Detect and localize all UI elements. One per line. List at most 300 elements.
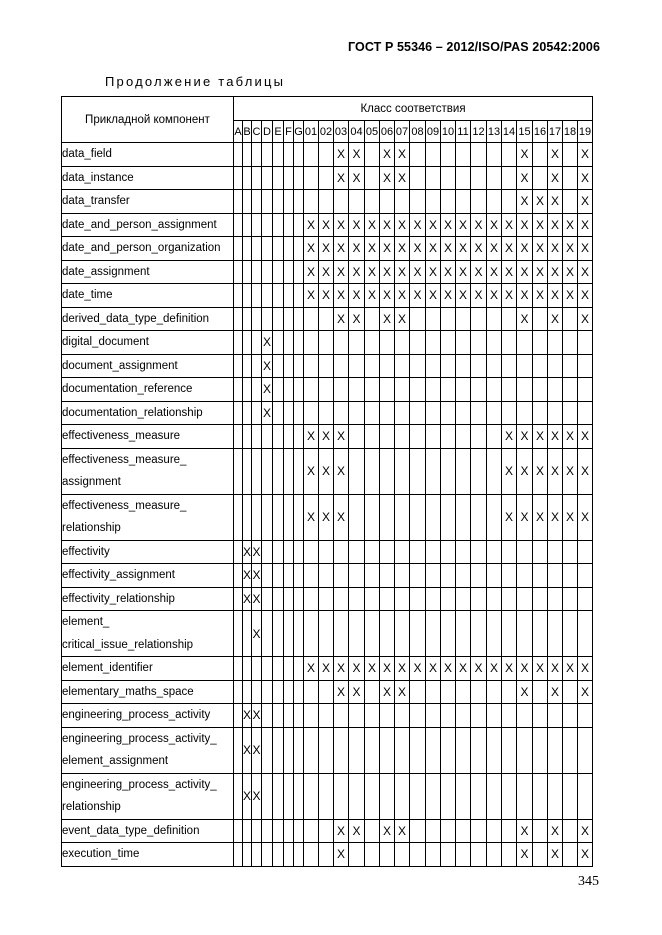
class-mark-F bbox=[284, 143, 294, 167]
class-mark-12 bbox=[471, 354, 487, 378]
class-mark-B bbox=[243, 143, 252, 167]
class-mark-14 bbox=[502, 611, 517, 657]
class-mark-04: X bbox=[349, 237, 365, 261]
class-mark-18: X bbox=[563, 657, 578, 681]
class-mark-D bbox=[262, 564, 273, 588]
class-mark-07 bbox=[395, 611, 410, 657]
class-mark-B bbox=[243, 448, 252, 494]
class-mark-E bbox=[273, 727, 284, 773]
class-mark-17: X bbox=[548, 260, 563, 284]
class-mark-03 bbox=[334, 354, 349, 378]
class-mark-11 bbox=[456, 704, 471, 728]
class-mark-G bbox=[294, 819, 304, 843]
class-mark-01 bbox=[304, 166, 319, 190]
class-mark-01 bbox=[304, 611, 319, 657]
class-mark-07 bbox=[395, 727, 410, 773]
class-mark-06 bbox=[380, 564, 395, 588]
class-mark-01: X bbox=[304, 213, 319, 237]
class-mark-07: X bbox=[395, 213, 410, 237]
class-mark-02 bbox=[319, 307, 334, 331]
component-name: data_transfer bbox=[62, 190, 234, 214]
class-mark-11: X bbox=[456, 657, 471, 681]
class-code-19: 19 bbox=[578, 121, 593, 143]
class-mark-01 bbox=[304, 819, 319, 843]
class-mark-19: X bbox=[578, 260, 593, 284]
class-mark-06 bbox=[380, 494, 395, 540]
class-mark-A bbox=[234, 540, 243, 564]
class-mark-09 bbox=[426, 307, 441, 331]
class-mark-16: X bbox=[533, 237, 548, 261]
class-mark-10: X bbox=[441, 284, 456, 308]
class-mark-05 bbox=[365, 611, 380, 657]
class-mark-09: X bbox=[426, 213, 441, 237]
class-mark-07 bbox=[395, 401, 410, 425]
class-mark-05 bbox=[365, 773, 380, 819]
class-mark-15: X bbox=[517, 166, 533, 190]
class-mark-11 bbox=[456, 378, 471, 402]
class-mark-08 bbox=[410, 564, 426, 588]
class-mark-02: X bbox=[319, 237, 334, 261]
class-mark-03 bbox=[334, 611, 349, 657]
class-mark-17 bbox=[548, 727, 563, 773]
class-mark-12 bbox=[471, 494, 487, 540]
class-mark-11 bbox=[456, 401, 471, 425]
class-mark-14: X bbox=[502, 213, 517, 237]
table-row bbox=[62, 401, 593, 425]
class-mark-15: X bbox=[517, 143, 533, 167]
class-mark-18 bbox=[563, 680, 578, 704]
class-mark-B bbox=[243, 657, 252, 681]
component-name: execution_time bbox=[62, 843, 234, 867]
class-mark-15: X bbox=[517, 425, 533, 449]
class-mark-D bbox=[262, 494, 273, 540]
class-mark-07: X bbox=[395, 166, 410, 190]
class-mark-08 bbox=[410, 819, 426, 843]
class-mark-A bbox=[234, 448, 243, 494]
class-mark-04: X bbox=[349, 819, 365, 843]
class-mark-D bbox=[262, 284, 273, 308]
class-mark-03 bbox=[334, 587, 349, 611]
class-mark-04 bbox=[349, 331, 365, 355]
class-mark-09 bbox=[426, 448, 441, 494]
class-mark-01 bbox=[304, 727, 319, 773]
class-mark-19 bbox=[578, 540, 593, 564]
class-mark-03 bbox=[334, 564, 349, 588]
class-mark-02 bbox=[319, 819, 334, 843]
class-mark-09 bbox=[426, 564, 441, 588]
class-mark-F bbox=[284, 727, 294, 773]
class-mark-03 bbox=[334, 378, 349, 402]
class-mark-16 bbox=[533, 401, 548, 425]
class-mark-09 bbox=[426, 143, 441, 167]
class-mark-E bbox=[273, 587, 284, 611]
class-mark-B: X bbox=[243, 564, 252, 588]
class-mark-03: X bbox=[334, 680, 349, 704]
class-mark-E bbox=[273, 773, 284, 819]
class-mark-13 bbox=[487, 378, 502, 402]
class-mark-01 bbox=[304, 564, 319, 588]
class-mark-07 bbox=[395, 843, 410, 867]
class-mark-G bbox=[294, 564, 304, 588]
class-mark-11 bbox=[456, 727, 471, 773]
class-mark-03 bbox=[334, 401, 349, 425]
class-mark-18: X bbox=[563, 213, 578, 237]
class-mark-16 bbox=[533, 564, 548, 588]
class-mark-10 bbox=[441, 166, 456, 190]
class-mark-B: X bbox=[243, 727, 252, 773]
component-name: element_identifier bbox=[62, 657, 234, 681]
class-mark-05 bbox=[365, 448, 380, 494]
class-mark-11 bbox=[456, 494, 471, 540]
class-mark-F bbox=[284, 657, 294, 681]
class-mark-G bbox=[294, 657, 304, 681]
class-mark-16 bbox=[533, 540, 548, 564]
class-mark-14: X bbox=[502, 284, 517, 308]
class-mark-C bbox=[252, 354, 262, 378]
class-mark-06: X bbox=[380, 819, 395, 843]
component-name: event_data_type_definition bbox=[62, 819, 234, 843]
class-code-14: 14 bbox=[502, 121, 517, 143]
table-row bbox=[62, 611, 593, 657]
class-mark-01 bbox=[304, 307, 319, 331]
class-mark-04: X bbox=[349, 166, 365, 190]
class-mark-03: X bbox=[334, 307, 349, 331]
class-mark-07 bbox=[395, 494, 410, 540]
class-mark-06: X bbox=[380, 213, 395, 237]
class-mark-10 bbox=[441, 425, 456, 449]
component-name bbox=[62, 448, 234, 494]
class-mark-04 bbox=[349, 727, 365, 773]
class-mark-14 bbox=[502, 587, 517, 611]
class-mark-06 bbox=[380, 401, 395, 425]
class-mark-B bbox=[243, 378, 252, 402]
class-mark-16 bbox=[533, 680, 548, 704]
class-mark-03: X bbox=[334, 143, 349, 167]
class-mark-10 bbox=[441, 727, 456, 773]
class-mark-B bbox=[243, 260, 252, 284]
class-mark-19 bbox=[578, 354, 593, 378]
class-mark-17: X bbox=[548, 680, 563, 704]
class-code-08: 08 bbox=[410, 121, 426, 143]
class-mark-06: X bbox=[380, 657, 395, 681]
class-mark-E bbox=[273, 213, 284, 237]
class-mark-D bbox=[262, 307, 273, 331]
class-mark-10 bbox=[441, 587, 456, 611]
class-mark-G bbox=[294, 494, 304, 540]
component-column-header: Прикладной компонент bbox=[62, 97, 234, 143]
table-row bbox=[62, 425, 593, 449]
class-mark-02 bbox=[319, 704, 334, 728]
class-mark-F bbox=[284, 773, 294, 819]
class-mark-17: X bbox=[548, 213, 563, 237]
class-mark-G bbox=[294, 611, 304, 657]
conformance-class-header: Класс соответствия bbox=[234, 97, 593, 121]
class-mark-17: X bbox=[548, 190, 563, 214]
class-mark-B bbox=[243, 425, 252, 449]
class-mark-11 bbox=[456, 331, 471, 355]
class-mark-09 bbox=[426, 166, 441, 190]
class-code-02: 02 bbox=[319, 121, 334, 143]
class-mark-G bbox=[294, 378, 304, 402]
class-mark-D bbox=[262, 143, 273, 167]
component-name-line: relationship bbox=[62, 801, 121, 813]
class-mark-01: X bbox=[304, 448, 319, 494]
class-mark-C: X bbox=[252, 587, 262, 611]
class-mark-A bbox=[234, 611, 243, 657]
class-mark-G bbox=[294, 401, 304, 425]
class-mark-E bbox=[273, 425, 284, 449]
class-mark-18 bbox=[563, 564, 578, 588]
class-mark-09 bbox=[426, 587, 441, 611]
class-mark-G bbox=[294, 843, 304, 867]
class-mark-05 bbox=[365, 143, 380, 167]
class-mark-04 bbox=[349, 773, 365, 819]
class-mark-10 bbox=[441, 354, 456, 378]
class-mark-08 bbox=[410, 540, 426, 564]
class-mark-C: X bbox=[252, 564, 262, 588]
page-number: 345 bbox=[578, 874, 599, 889]
class-mark-15 bbox=[517, 540, 533, 564]
class-mark-12: X bbox=[471, 657, 487, 681]
class-mark-13: X bbox=[487, 284, 502, 308]
class-mark-07 bbox=[395, 448, 410, 494]
class-mark-01 bbox=[304, 540, 319, 564]
class-mark-17: X bbox=[548, 284, 563, 308]
class-mark-11 bbox=[456, 587, 471, 611]
class-mark-02 bbox=[319, 843, 334, 867]
class-mark-C bbox=[252, 425, 262, 449]
class-mark-18 bbox=[563, 773, 578, 819]
class-mark-B bbox=[243, 494, 252, 540]
class-mark-18 bbox=[563, 190, 578, 214]
class-mark-19: X bbox=[578, 657, 593, 681]
class-mark-13 bbox=[487, 425, 502, 449]
class-mark-14 bbox=[502, 331, 517, 355]
class-mark-A bbox=[234, 260, 243, 284]
class-mark-12: X bbox=[471, 237, 487, 261]
class-mark-10 bbox=[441, 401, 456, 425]
class-mark-A bbox=[234, 425, 243, 449]
component-name bbox=[62, 727, 234, 773]
class-mark-04 bbox=[349, 540, 365, 564]
class-mark-13 bbox=[487, 773, 502, 819]
class-mark-16 bbox=[533, 307, 548, 331]
class-mark-C bbox=[252, 284, 262, 308]
class-mark-01 bbox=[304, 190, 319, 214]
class-mark-01: X bbox=[304, 260, 319, 284]
class-mark-08: X bbox=[410, 213, 426, 237]
class-mark-05: X bbox=[365, 237, 380, 261]
table-row bbox=[62, 448, 593, 494]
class-mark-17: X bbox=[548, 448, 563, 494]
class-mark-E bbox=[273, 237, 284, 261]
class-mark-10 bbox=[441, 307, 456, 331]
class-mark-13 bbox=[487, 331, 502, 355]
class-mark-11 bbox=[456, 143, 471, 167]
class-mark-14 bbox=[502, 354, 517, 378]
class-mark-13 bbox=[487, 819, 502, 843]
class-mark-G bbox=[294, 540, 304, 564]
class-mark-07: X bbox=[395, 680, 410, 704]
class-mark-18 bbox=[563, 819, 578, 843]
class-mark-B: X bbox=[243, 773, 252, 819]
class-mark-C bbox=[252, 307, 262, 331]
class-mark-16 bbox=[533, 331, 548, 355]
class-mark-C: X bbox=[252, 773, 262, 819]
class-mark-11 bbox=[456, 773, 471, 819]
class-mark-19 bbox=[578, 401, 593, 425]
class-mark-F bbox=[284, 611, 294, 657]
class-mark-01 bbox=[304, 143, 319, 167]
class-mark-12 bbox=[471, 307, 487, 331]
class-mark-14 bbox=[502, 727, 517, 773]
class-mark-B bbox=[243, 401, 252, 425]
class-mark-14 bbox=[502, 307, 517, 331]
class-mark-15: X bbox=[517, 190, 533, 214]
class-mark-13 bbox=[487, 704, 502, 728]
class-mark-05 bbox=[365, 307, 380, 331]
class-mark-15 bbox=[517, 587, 533, 611]
class-mark-07: X bbox=[395, 260, 410, 284]
component-name: date_and_person_organization bbox=[62, 237, 234, 261]
class-mark-E bbox=[273, 260, 284, 284]
class-mark-14 bbox=[502, 773, 517, 819]
class-mark-E bbox=[273, 307, 284, 331]
class-mark-C: X bbox=[252, 727, 262, 773]
class-mark-08 bbox=[410, 494, 426, 540]
class-mark-05 bbox=[365, 540, 380, 564]
class-mark-09 bbox=[426, 378, 441, 402]
class-mark-19 bbox=[578, 611, 593, 657]
class-mark-13 bbox=[487, 680, 502, 704]
class-mark-F bbox=[284, 354, 294, 378]
class-mark-G bbox=[294, 354, 304, 378]
class-code-15: 15 bbox=[517, 121, 533, 143]
class-mark-16 bbox=[533, 611, 548, 657]
class-mark-01 bbox=[304, 773, 319, 819]
class-mark-06 bbox=[380, 843, 395, 867]
class-mark-G bbox=[294, 190, 304, 214]
class-mark-F bbox=[284, 448, 294, 494]
class-mark-B bbox=[243, 190, 252, 214]
class-mark-17: X bbox=[548, 819, 563, 843]
class-mark-19 bbox=[578, 331, 593, 355]
class-mark-08 bbox=[410, 611, 426, 657]
class-mark-17: X bbox=[548, 143, 563, 167]
class-mark-A bbox=[234, 727, 243, 773]
class-mark-14 bbox=[502, 166, 517, 190]
class-mark-19: X bbox=[578, 166, 593, 190]
class-mark-F bbox=[284, 819, 294, 843]
class-mark-11 bbox=[456, 307, 471, 331]
class-mark-12 bbox=[471, 564, 487, 588]
class-mark-18 bbox=[563, 166, 578, 190]
class-mark-03: X bbox=[334, 843, 349, 867]
class-mark-01: X bbox=[304, 657, 319, 681]
class-mark-06 bbox=[380, 448, 395, 494]
class-mark-E bbox=[273, 378, 284, 402]
class-code-C: C bbox=[252, 121, 262, 143]
component-name: elementary_maths_space bbox=[62, 680, 234, 704]
class-mark-07: X bbox=[395, 657, 410, 681]
class-mark-13: X bbox=[487, 260, 502, 284]
class-mark-F bbox=[284, 425, 294, 449]
table-row bbox=[62, 307, 593, 331]
table-row bbox=[62, 680, 593, 704]
class-mark-C bbox=[252, 143, 262, 167]
class-code-13: 13 bbox=[487, 121, 502, 143]
table-row bbox=[62, 704, 593, 728]
class-mark-06 bbox=[380, 587, 395, 611]
class-mark-06 bbox=[380, 727, 395, 773]
class-mark-12: X bbox=[471, 213, 487, 237]
class-mark-E bbox=[273, 448, 284, 494]
class-mark-18 bbox=[563, 540, 578, 564]
class-mark-19 bbox=[578, 773, 593, 819]
class-mark-E bbox=[273, 331, 284, 355]
class-mark-18 bbox=[563, 354, 578, 378]
class-mark-10 bbox=[441, 331, 456, 355]
class-mark-09 bbox=[426, 354, 441, 378]
class-mark-13 bbox=[487, 611, 502, 657]
class-mark-E bbox=[273, 611, 284, 657]
class-mark-12 bbox=[471, 190, 487, 214]
class-mark-A bbox=[234, 843, 243, 867]
component-name bbox=[62, 773, 234, 819]
class-mark-B bbox=[243, 819, 252, 843]
class-mark-16: X bbox=[533, 190, 548, 214]
class-mark-E bbox=[273, 354, 284, 378]
class-mark-08 bbox=[410, 680, 426, 704]
class-mark-10 bbox=[441, 704, 456, 728]
class-mark-12 bbox=[471, 843, 487, 867]
class-mark-02 bbox=[319, 587, 334, 611]
class-mark-A bbox=[234, 166, 243, 190]
class-code-18: 18 bbox=[563, 121, 578, 143]
class-code-E: E bbox=[273, 121, 284, 143]
class-mark-A bbox=[234, 657, 243, 681]
class-mark-C bbox=[252, 657, 262, 681]
class-mark-F bbox=[284, 331, 294, 355]
class-mark-16 bbox=[533, 166, 548, 190]
table-row bbox=[62, 166, 593, 190]
class-mark-17: X bbox=[548, 166, 563, 190]
class-mark-12 bbox=[471, 448, 487, 494]
class-mark-15 bbox=[517, 611, 533, 657]
class-mark-10 bbox=[441, 611, 456, 657]
class-mark-D bbox=[262, 587, 273, 611]
class-mark-16: X bbox=[533, 448, 548, 494]
class-mark-05 bbox=[365, 494, 380, 540]
component-name-line: engineering_process_activity_ bbox=[62, 778, 217, 791]
class-mark-F bbox=[284, 843, 294, 867]
class-mark-15 bbox=[517, 401, 533, 425]
class-mark-02: X bbox=[319, 284, 334, 308]
component-name: data_instance bbox=[62, 166, 234, 190]
class-mark-16: X bbox=[533, 494, 548, 540]
class-mark-17 bbox=[548, 401, 563, 425]
class-mark-F bbox=[284, 166, 294, 190]
class-mark-10 bbox=[441, 819, 456, 843]
class-mark-05 bbox=[365, 727, 380, 773]
class-mark-01 bbox=[304, 401, 319, 425]
class-mark-17 bbox=[548, 611, 563, 657]
class-mark-16 bbox=[533, 727, 548, 773]
class-mark-F bbox=[284, 680, 294, 704]
component-name-line: effectiveness_measure_ bbox=[62, 453, 187, 466]
class-mark-A bbox=[234, 237, 243, 261]
class-mark-08 bbox=[410, 773, 426, 819]
